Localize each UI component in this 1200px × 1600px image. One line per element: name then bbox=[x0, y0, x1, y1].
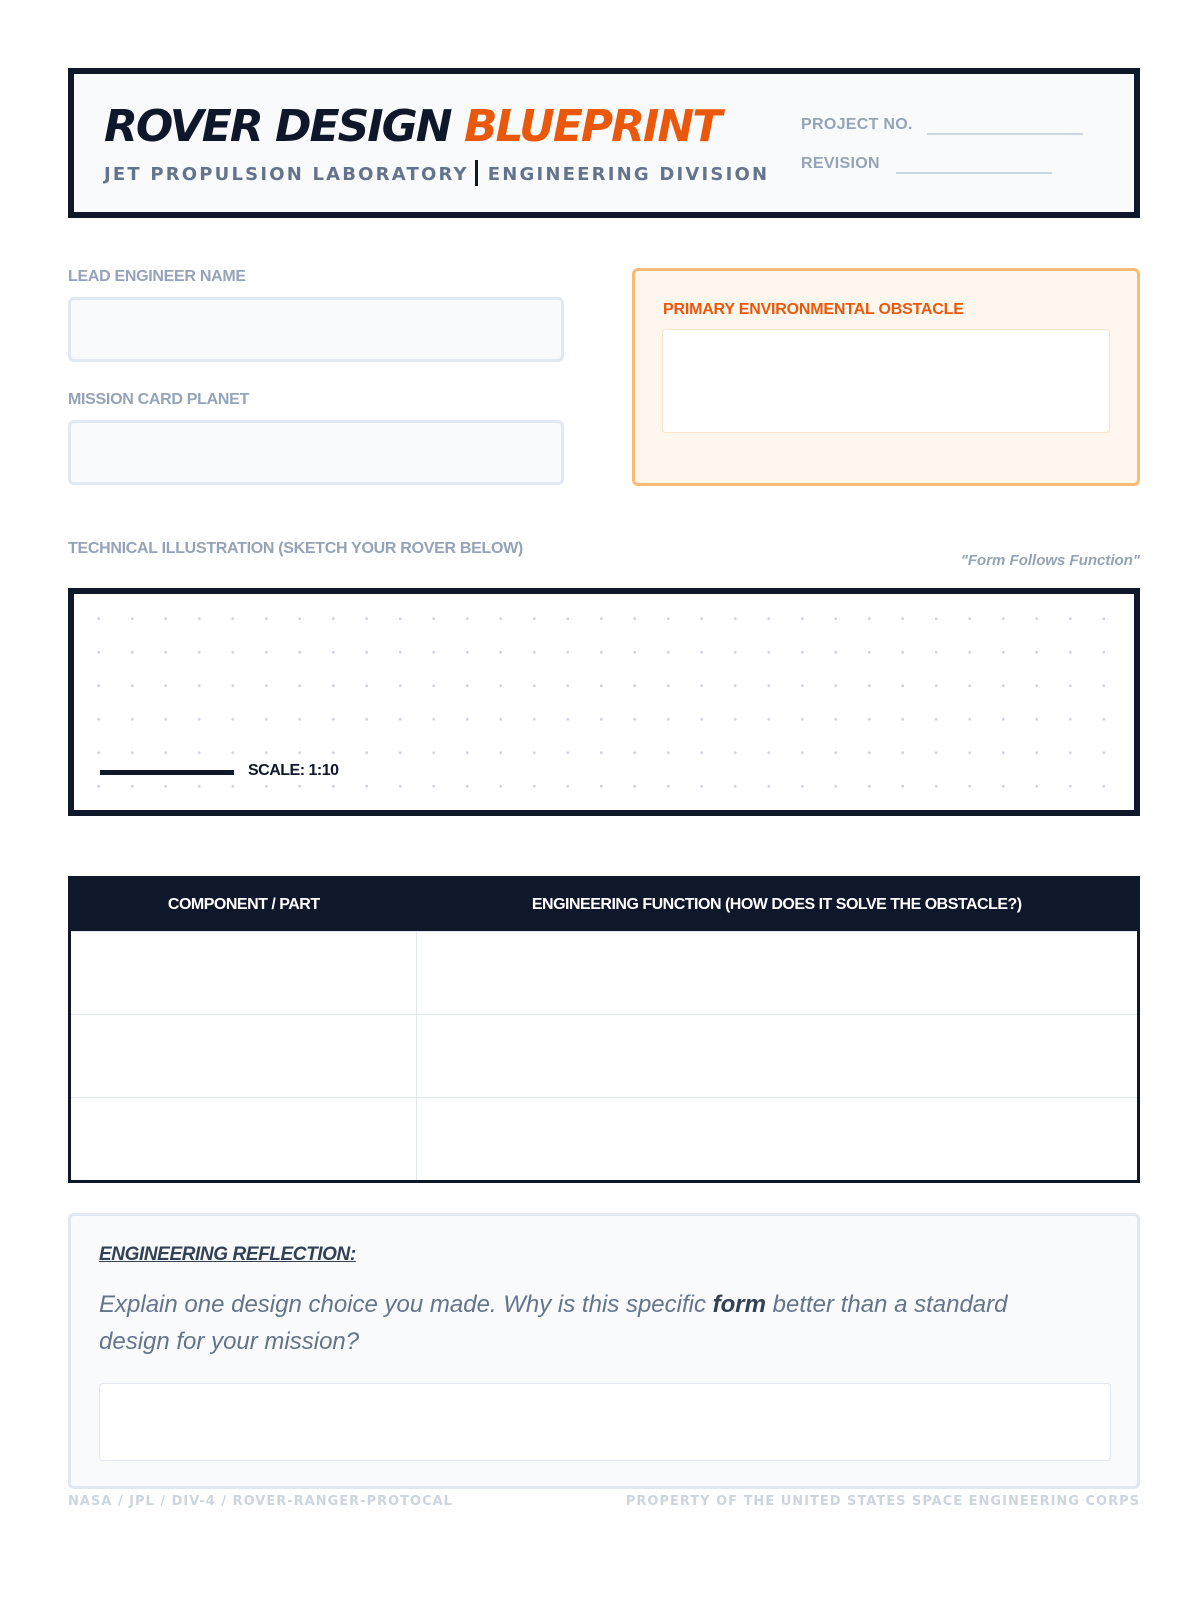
column-header-function: ENGINEERING FUNCTION (HOW DOES IT SOLVE THE OBSTACLE?) bbox=[417, 878, 1139, 932]
subtitle-division: ENGINEERING DIVISION bbox=[487, 164, 770, 185]
title-main: ROVER DESIGN bbox=[104, 101, 451, 152]
header-panel bbox=[68, 68, 1140, 218]
prompt-text-end: better than a standard design for your mission? bbox=[99, 1291, 1008, 1355]
obstacle-card bbox=[632, 268, 1140, 486]
component-cell[interactable] bbox=[70, 932, 417, 1015]
prompt-text-start: Explain one design choice you made. Why is this specific bbox=[99, 1291, 713, 1318]
component-table bbox=[68, 876, 1140, 1183]
table-row bbox=[70, 1015, 1139, 1098]
function-cell[interactable] bbox=[417, 932, 1139, 1015]
component-cell[interactable] bbox=[70, 1015, 417, 1098]
lead-engineer-input[interactable] bbox=[68, 297, 564, 362]
sketch-quote: "Form Follows Function" bbox=[960, 552, 1140, 569]
mission-planet-label: MISSION CARD PLANET bbox=[68, 391, 249, 408]
page-title bbox=[104, 96, 720, 158]
reflection-prompt bbox=[99, 1286, 1079, 1360]
footer-code: NASA / JPL / DIV-4 / ROVER-RANGER-PROTOCAL bbox=[68, 1494, 453, 1509]
table-row bbox=[70, 1098, 1139, 1182]
title-accent: BLUEPRINT bbox=[463, 101, 721, 152]
page-subtitle bbox=[104, 160, 769, 186]
obstacle-label: PRIMARY ENVIRONMENTAL OBSTACLE bbox=[663, 301, 964, 318]
lead-engineer-label: LEAD ENGINEER NAME bbox=[68, 268, 246, 285]
scale-label: SCALE: 1:10 bbox=[248, 762, 339, 779]
reflection-input[interactable] bbox=[99, 1383, 1111, 1461]
scale-bar bbox=[100, 770, 234, 775]
table-row bbox=[70, 932, 1139, 1015]
reflection-heading: ENGINEERING REFLECTION: bbox=[99, 1244, 356, 1265]
reflection-panel bbox=[68, 1213, 1140, 1489]
obstacle-input[interactable] bbox=[662, 329, 1110, 433]
function-cell[interactable] bbox=[417, 1098, 1139, 1182]
table-header-row bbox=[70, 878, 1139, 932]
revision-field[interactable] bbox=[896, 172, 1052, 174]
mission-planet-input[interactable] bbox=[68, 420, 564, 485]
subtitle-divider bbox=[475, 160, 478, 186]
column-header-component: COMPONENT / PART bbox=[70, 878, 417, 932]
sketch-area[interactable] bbox=[68, 588, 1140, 816]
subtitle-lab: JET PROPULSION LABORATORY bbox=[104, 164, 469, 185]
sketch-label: TECHNICAL ILLUSTRATION (SKETCH YOUR ROVER BELOW) bbox=[68, 540, 523, 557]
component-cell[interactable] bbox=[70, 1098, 417, 1182]
project-no-label: PROJECT NO. bbox=[801, 116, 913, 133]
prompt-emphasis: form bbox=[712, 1291, 766, 1318]
footer-property-notice: PROPERTY OF THE UNITED STATES SPACE ENGINEERING CORPS bbox=[625, 1494, 1140, 1509]
function-cell[interactable] bbox=[417, 1015, 1139, 1098]
project-no-field[interactable] bbox=[927, 133, 1083, 135]
revision-label: REVISION bbox=[801, 155, 880, 172]
